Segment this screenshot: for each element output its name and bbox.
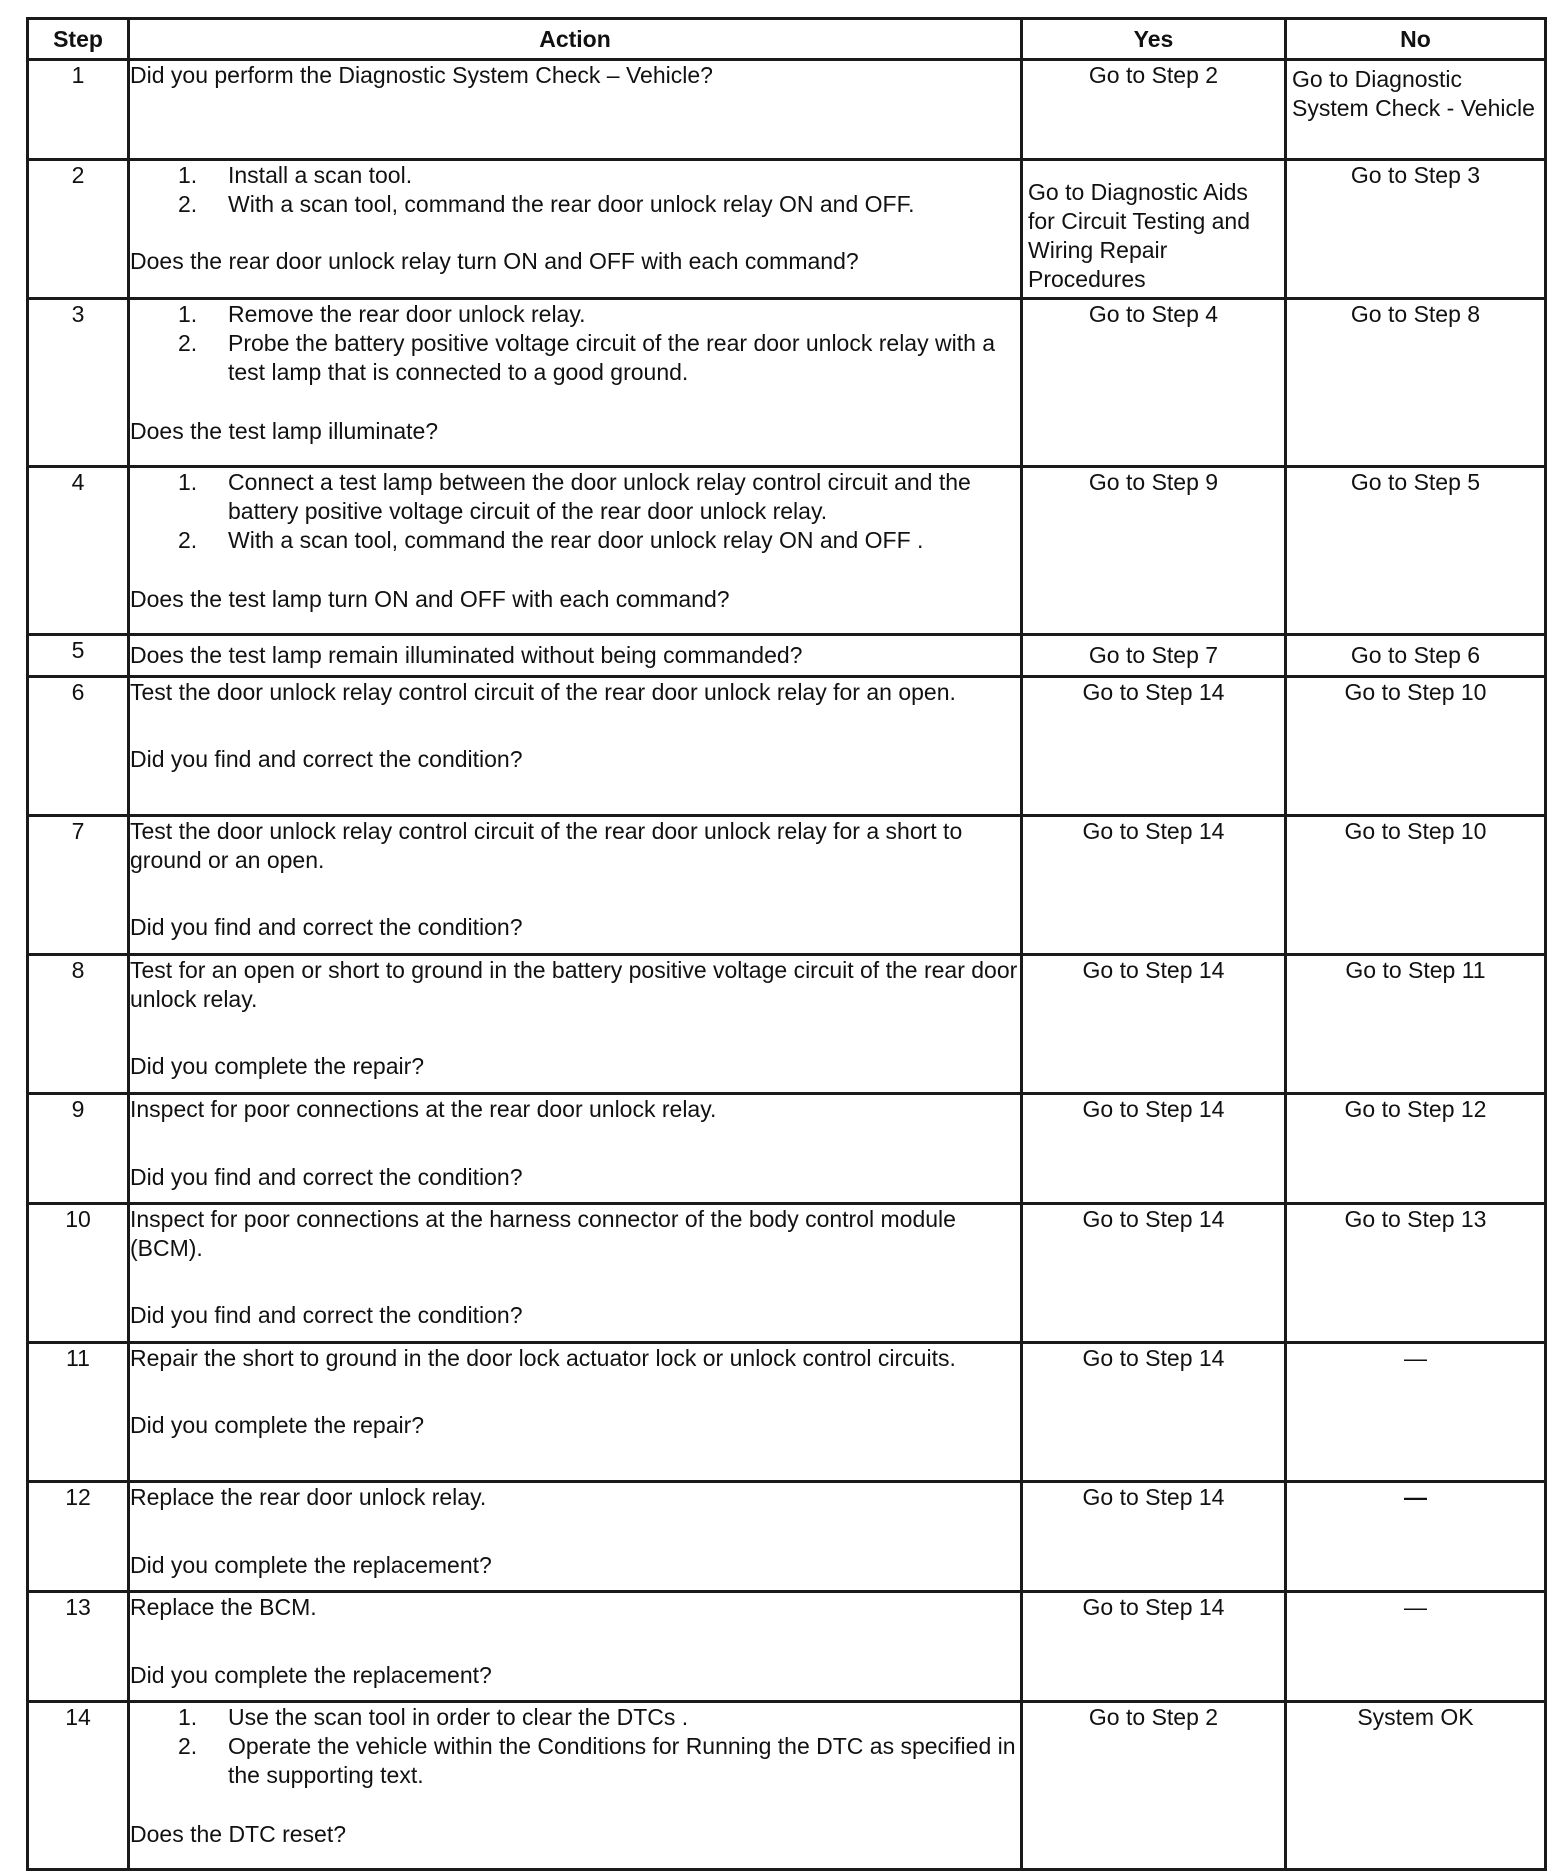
no-cell[interactable]: Go to Step 12 <box>1286 1094 1546 1204</box>
action-question: Does the test lamp illuminate? <box>130 418 439 444</box>
step-number: 9 <box>28 1094 129 1204</box>
action-intro: Inspect for poor connections at the rear door unlock relay. <box>130 1096 717 1122</box>
no-cell[interactable]: Go to Step 3 <box>1286 160 1546 299</box>
yes-cell[interactable]: Go to Step 14 <box>1022 955 1286 1094</box>
action-question: Did you find and correct the condition? <box>130 1164 523 1190</box>
diagnostic-table-sheet <box>26 17 1544 1871</box>
no-cell[interactable]: Go to Step 13 <box>1286 1204 1546 1343</box>
yes-cell[interactable]: Go to Step 14 <box>1022 1482 1286 1592</box>
yes-cell[interactable]: Go to Diagnostic Aids for Circuit Testing and Wiring Repair Procedures <box>1022 160 1286 299</box>
action-question: Did you find and correct the condition? <box>130 1302 523 1328</box>
action-step-item: 2. With a scan tool, command the rear door unlock relay ON and OFF . <box>178 527 924 553</box>
action-step-item: 1. Remove the rear door unlock relay. <box>178 301 586 327</box>
action-cell <box>129 1094 1022 1204</box>
table-row <box>28 160 1546 299</box>
step-number: 10 <box>28 1204 129 1343</box>
action-cell <box>129 1702 1022 1870</box>
action-cell <box>129 467 1022 635</box>
action-intro: Does the test lamp remain illuminated without being commanded? <box>130 642 803 668</box>
table-row <box>28 955 1546 1094</box>
yes-cell[interactable]: Go to Step 14 <box>1022 677 1286 816</box>
yes-cell[interactable]: Go to Step 14 <box>1022 1204 1286 1343</box>
no-cell[interactable]: Go to Step 8 <box>1286 299 1546 467</box>
no-cell[interactable]: Go to Step 10 <box>1286 816 1546 955</box>
action-intro: Repair the short to ground in the door lock actuator lock or unlock control circuits. <box>130 1345 956 1371</box>
yes-cell[interactable]: Go to Step 14 <box>1022 816 1286 955</box>
yes-cell[interactable]: Go to Step 9 <box>1022 467 1286 635</box>
table-row <box>28 1094 1546 1204</box>
no-cell[interactable]: Go to Step 5 <box>1286 467 1546 635</box>
table-row <box>28 299 1546 467</box>
action-question: Did you complete the replacement? <box>130 1662 492 1688</box>
table-row <box>28 467 1546 635</box>
action-cell <box>129 1204 1022 1343</box>
action-question: Did you find and correct the condition? <box>130 914 523 940</box>
action-question: Did you complete the repair? <box>130 1053 425 1079</box>
table-header-row <box>28 19 1546 60</box>
table-row <box>28 1482 1546 1592</box>
step-number: 2 <box>28 160 129 299</box>
no-cell: — <box>1286 1482 1546 1592</box>
action-question: Did you complete the repair? <box>130 1412 425 1438</box>
action-step-item: 1. Use the scan tool in order to clear the DTCs . <box>178 1704 689 1730</box>
yes-cell[interactable]: Go to Step 14 <box>1022 1094 1286 1204</box>
action-step-item: 1. Install a scan tool. <box>178 162 413 188</box>
no-cell: — <box>1286 1592 1546 1702</box>
step-number: 13 <box>28 1592 129 1702</box>
action-step-item: 2. Operate the vehicle within the Conditions for Running the DTC as specified in the supporting text. <box>178 1733 1016 1788</box>
action-step-item: 2. Probe the battery positive voltage circuit of the rear door unlock relay with a test lamp that is connected to a good ground. <box>178 330 996 385</box>
yes-cell[interactable]: Go to Step 2 <box>1022 1702 1286 1870</box>
no-cell: System OK <box>1286 1702 1546 1870</box>
action-steps <box>130 300 1020 387</box>
action-steps <box>130 468 1020 555</box>
action-cell <box>129 635 1022 677</box>
action-cell <box>129 160 1022 299</box>
action-steps <box>130 1703 1020 1790</box>
no-cell[interactable]: Go to Diagnostic System Check - Vehicle <box>1286 60 1546 160</box>
header-no: No <box>1286 19 1546 60</box>
step-number: 11 <box>28 1343 129 1482</box>
yes-cell[interactable]: Go to Step 14 <box>1022 1343 1286 1482</box>
action-intro: Test the door unlock relay control circuit of the rear door unlock relay for a short to ground or an open. <box>130 818 963 873</box>
table-row <box>28 816 1546 955</box>
table-row <box>28 1343 1546 1482</box>
header-step: Step <box>28 19 129 60</box>
no-cell: — <box>1286 1343 1546 1482</box>
no-cell[interactable]: Go to Step 11 <box>1286 955 1546 1094</box>
action-intro: Test for an open or short to ground in the battery positive voltage circuit of the rear door unlock relay. <box>130 957 1018 1012</box>
table-row <box>28 60 1546 160</box>
action-question: Does the DTC reset? <box>130 1821 347 1847</box>
action-question: Does the test lamp turn ON and OFF with each command? <box>130 586 730 612</box>
step-number: 8 <box>28 955 129 1094</box>
action-cell <box>129 955 1022 1094</box>
header-yes: Yes <box>1022 19 1286 60</box>
action-step-item: 2. With a scan tool, command the rear door unlock relay ON and OFF. <box>178 191 915 217</box>
diagnostic-table <box>26 17 1547 1871</box>
step-number: 14 <box>28 1702 129 1870</box>
table-row <box>28 677 1546 816</box>
step-number: 7 <box>28 816 129 955</box>
action-cell <box>129 677 1022 816</box>
yes-cell[interactable]: Go to Step 7 <box>1022 635 1286 677</box>
action-cell <box>129 816 1022 955</box>
action-cell <box>129 299 1022 467</box>
header-action: Action <box>129 19 1022 60</box>
table-row <box>28 1204 1546 1343</box>
table-row <box>28 1702 1546 1870</box>
action-intro: Inspect for poor connections at the harness connector of the body control module (BCM). <box>130 1206 956 1261</box>
step-number: 6 <box>28 677 129 816</box>
step-number: 5 <box>28 635 129 677</box>
action-question: Did you find and correct the condition? <box>130 746 523 772</box>
yes-cell[interactable]: Go to Step 14 <box>1022 1592 1286 1702</box>
action-intro: Replace the rear door unlock relay. <box>130 1484 487 1510</box>
action-steps <box>130 161 1020 219</box>
action-question: Did you complete the replacement? <box>130 1552 492 1578</box>
no-cell[interactable]: Go to Step 6 <box>1286 635 1546 677</box>
yes-cell[interactable]: Go to Step 2 <box>1022 60 1286 160</box>
action-cell <box>129 1592 1022 1702</box>
action-step-item: 1. Connect a test lamp between the door unlock relay control circuit and the battery positive voltage circuit of the rear door unlock relay. <box>178 469 971 524</box>
action-cell <box>129 1343 1022 1482</box>
action-intro: Did you perform the Diagnostic System Check – Vehicle? <box>130 62 713 88</box>
action-cell <box>129 1482 1022 1592</box>
step-number: 3 <box>28 299 129 467</box>
action-cell <box>129 60 1022 160</box>
table-row <box>28 635 1546 677</box>
step-number: 12 <box>28 1482 129 1592</box>
action-intro: Test the door unlock relay control circuit of the rear door unlock relay for an open. <box>130 679 956 705</box>
step-number: 1 <box>28 60 129 160</box>
action-question: Does the rear door unlock relay turn ON and OFF with each command? <box>130 248 859 274</box>
step-number: 4 <box>28 467 129 635</box>
yes-cell[interactable]: Go to Step 4 <box>1022 299 1286 467</box>
no-cell[interactable]: Go to Step 10 <box>1286 677 1546 816</box>
table-row <box>28 1592 1546 1702</box>
action-intro: Replace the BCM. <box>130 1594 317 1620</box>
